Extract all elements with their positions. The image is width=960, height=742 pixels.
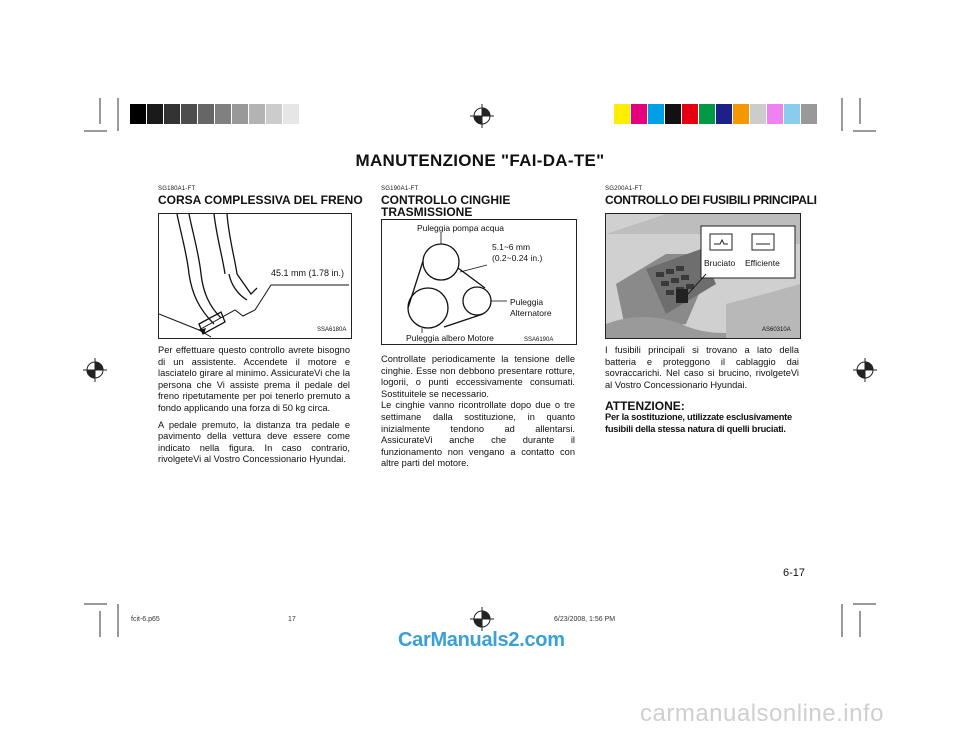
- section-body: [381, 354, 575, 475]
- fuse-box-photo: [606, 214, 800, 338]
- process-color-bar: [614, 104, 818, 124]
- pedal-distance-label: 45.1 mm (1.78 in.): [271, 268, 345, 278]
- section-title-line: TRASMISSIONE: [381, 205, 473, 219]
- paragraph: A pedale premuto, la distanza tra pedale e pavimento della vettura deve essere come indicato nella figura. In caso contrario, rivolgeteVi al Vostro Concessionario Hyundai.: [158, 419, 350, 465]
- color-swatch: [784, 104, 801, 124]
- belt-figure: [381, 219, 577, 345]
- fuse-box-figure: [605, 213, 801, 339]
- watermark-carmanualsonline[interactable]: carmanualsonline.info: [640, 700, 884, 727]
- color-swatch: [266, 104, 283, 124]
- section-body: [158, 345, 350, 471]
- warning-text: Per la sostituzione, utilizzate esclusivamente fusibili della stessa natura di quelli bruciati.: [605, 412, 792, 434]
- color-swatch: [699, 104, 716, 124]
- figure-code: AS60310A: [762, 327, 791, 333]
- color-swatch: [631, 104, 648, 124]
- page-number: 6-17: [783, 567, 806, 579]
- alternator-label: Puleggia Alternatore: [510, 297, 552, 318]
- section-code: SG200A1-FT: [605, 186, 643, 192]
- footer-date: 6/23/2008, 1:56 PM: [554, 616, 616, 623]
- color-swatch: [648, 104, 665, 124]
- color-swatch: [147, 104, 164, 124]
- color-swatch: [767, 104, 784, 124]
- figure-code: SSA6180A: [317, 327, 347, 333]
- footer-filename: fcit-6.p65: [131, 616, 160, 623]
- belt-illustration: [382, 220, 576, 344]
- section-title: CORSA COMPLESSIVA DEL FRENO: [158, 193, 363, 207]
- color-swatch: [249, 104, 266, 124]
- color-swatch: [232, 104, 249, 124]
- color-swatch: [198, 104, 215, 124]
- color-swatch: [164, 104, 181, 124]
- page-title: MANUTENZIONE "FAI-DA-TE": [355, 151, 605, 170]
- color-swatch: [750, 104, 767, 124]
- paragraph: Le cinghie vanno ricontrollate dopo due o tre settimane dalla sostituzione, in quanto inizialmente tendono ad allentarsi. AssicurateVi anche che durante il funzionamento non vengano a contatto con altre parti del motore.: [381, 400, 575, 469]
- crankshaft-label: Puleggia albero Motore: [406, 333, 494, 343]
- section-code: SG190A1-FT: [381, 186, 419, 192]
- watermark-carmanuals2[interactable]: CarManuals2.com: [398, 629, 565, 651]
- section-title: [381, 194, 510, 218]
- color-swatch: [665, 104, 682, 124]
- water-pump-label: Puleggia pompa acqua: [417, 223, 504, 233]
- section-title-line: CONTROLLO CINGHIE: [381, 193, 511, 207]
- color-swatch: [614, 104, 631, 124]
- fuse-ok-label: Efficiente: [745, 258, 780, 268]
- color-swatch: [716, 104, 733, 124]
- registration-target-right: [853, 358, 877, 382]
- figure-code: SSA6190A: [524, 337, 554, 343]
- color-swatch: [682, 104, 699, 124]
- belt-deflection-label: 5.1~6 mm (0.2~0.24 in.): [492, 242, 543, 263]
- section-body: [605, 345, 799, 396]
- registration-target-top: [470, 104, 494, 128]
- color-swatch: [215, 104, 232, 124]
- color-swatch: [130, 104, 147, 124]
- grayscale-color-bar: [130, 104, 300, 124]
- color-swatch: [801, 104, 818, 124]
- registration-target-bottom: [470, 607, 494, 631]
- brake-pedal-figure: [158, 213, 352, 339]
- section-code: SG180A1-FT: [158, 186, 196, 192]
- registration-target-left: [83, 358, 107, 382]
- fuse-burnt-label: Bruciato: [704, 258, 736, 268]
- footer-page: 17: [288, 616, 296, 623]
- color-swatch: [181, 104, 198, 124]
- color-swatch: [283, 104, 300, 124]
- paragraph: Per effettuare questo controllo avrete bisogno di un assistente. Accendete il motore e lasciatelo girare al minimo. AssicurateVi che la persona che Vi assiste prema il pedale del freno ripetutamente per poi tenerlo premuto a fondo applicando una forza di 50 kg circa.: [158, 345, 350, 413]
- paragraph: Controllate periodicamente la tensione delle cinghie. Esse non debbono presentare rotture, logorii, o punti eccessivamente consumati. Sostituitele se necessario.: [381, 354, 575, 399]
- color-swatch: [733, 104, 750, 124]
- section-title: CONTROLLO DEI FUSIBILI PRINCIPALI: [605, 193, 817, 207]
- paragraph: I fusibili principali si trovano a lato della batteria e proteggono il cablaggio dai sovraccarichi. Nel caso si brucino, rivolgeteVi al Vostro Concessionario Hyundai.: [605, 345, 799, 390]
- warning-title: ATTENZIONE:: [605, 399, 685, 413]
